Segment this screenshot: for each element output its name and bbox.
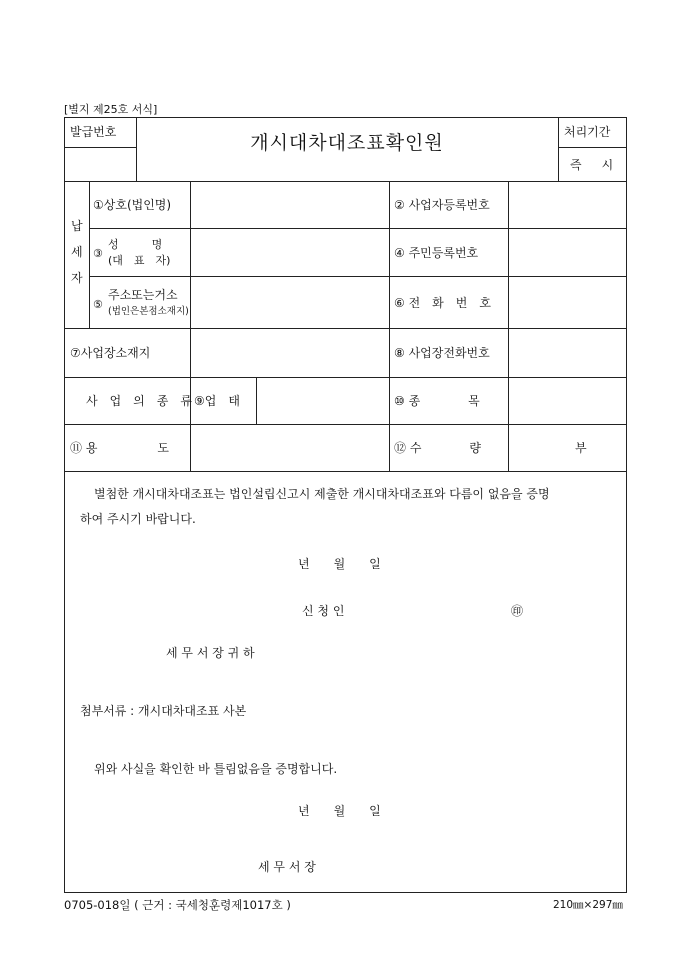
divider	[558, 117, 559, 181]
form-title: 개시대차대조표확인원	[250, 132, 444, 154]
footer-code: 0705-018일 ( 근거 : 국세청훈령제1017호 )	[64, 898, 291, 912]
divider	[64, 377, 627, 378]
divider	[64, 328, 627, 329]
id-no-label: ④ 주민등록번호	[394, 246, 479, 260]
statement-line2: 하여 주시기 바랍니다.	[80, 512, 196, 526]
addr-label-sub: (법인은본점소재지)	[108, 306, 189, 317]
footer-size: 210㎜×297㎜	[553, 899, 623, 911]
reg-no-label: ② 사업자등록번호	[394, 198, 490, 212]
divider	[508, 181, 509, 471]
divider	[190, 181, 191, 471]
issue-no-label: 발급번호	[70, 125, 117, 139]
taxpayer-side-label: 납	[71, 219, 83, 233]
divider	[64, 471, 627, 472]
divider	[64, 424, 627, 425]
period-label: 처리기간	[564, 125, 611, 139]
taxpayer-side-label: 자	[71, 271, 83, 285]
rep-num: ③	[93, 247, 103, 260]
divider	[256, 377, 257, 424]
phone-label: ⑥ 전 화 번 호	[394, 296, 491, 310]
type-label: ⑨업 태	[194, 394, 240, 408]
divider	[558, 147, 627, 148]
divider	[64, 181, 627, 182]
biz-phone-label: ⑧ 사업장전화번호	[394, 346, 490, 360]
statement-line1: 별첨한 개시대차대조표는 법인설립신고시 제출한 개시대차대조표와 다름이 없음을 증명	[94, 487, 550, 501]
location-label: ⑦사업장소재지	[70, 346, 151, 360]
qty-unit: 부	[575, 441, 587, 455]
date-line: 년 월 일	[298, 557, 381, 571]
form-label: [별지 제25호 서식]	[64, 103, 158, 116]
period-value: 즉 시	[570, 158, 618, 172]
date-line: 년 월 일	[298, 804, 381, 818]
kind-label: 사 업 의 종 류	[86, 394, 192, 408]
addr-label: 주소또는거소	[108, 288, 178, 302]
applicant-label: 신 청 인	[302, 604, 345, 618]
recipient-line: 세 무 서 장 귀 하	[166, 646, 255, 660]
taxpayer-side-label: 세	[71, 245, 83, 259]
divider	[389, 181, 390, 471]
divider	[89, 181, 90, 328]
rep-label-sub: (대 표 자)	[108, 254, 171, 267]
attachment-line: 첨부서류 : 개시대차대조표 사본	[80, 704, 247, 718]
certify-line: 위와 사실을 확인한 바 틀림없음을 증명합니다.	[94, 762, 338, 776]
divider	[89, 276, 627, 277]
qty-label: ⑫ 수 량	[394, 441, 481, 455]
seal-mark: ㊞	[511, 604, 524, 618]
usage-label: ⑪ 용 도	[70, 441, 169, 455]
rep-label: 성 명	[108, 238, 163, 251]
office-line: 세 무 서 장	[258, 860, 316, 874]
name-label: ①상호(법인명)	[93, 198, 172, 212]
divider	[89, 228, 627, 229]
divider	[64, 147, 136, 148]
addr-num: ⑤	[93, 298, 103, 311]
item-label: ⑩ 종 목	[394, 394, 480, 408]
